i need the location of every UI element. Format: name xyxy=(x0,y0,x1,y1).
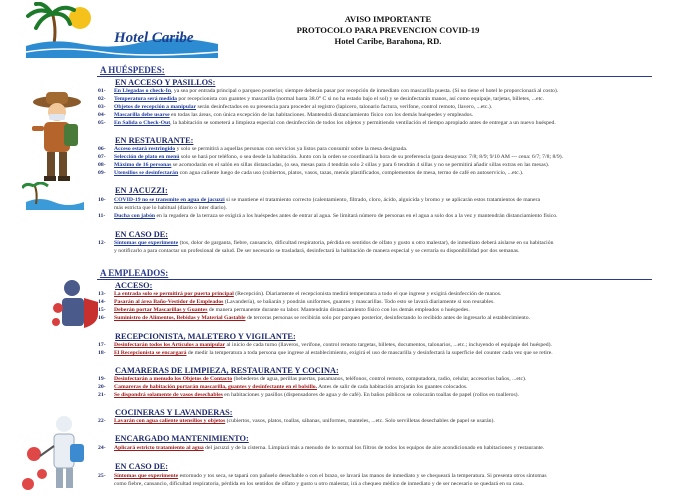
section-guests-title: A HUÉSPEDES: xyxy=(100,65,165,75)
list-item: 20- Camareras de habitación portarán mascarilla, guantes y desinfectante en el bolsillo. Antes de salir de cada habitación arrojarán los guantes colocados. xyxy=(98,384,468,390)
list-item: 08- Máximo de 16 personas se acomodarán en el salón en sillas distanciadas, (o sea, mesas para 4 tendrán solo 2 sillas y para 6 tendrán 4 sillas y no se permitirá añadir sillas extras en las mesas). xyxy=(98,162,550,168)
list-item: 11- Ducha con jabón en la regadera de la terraza se exigirá a los huéspedes antes de entrar al agua. Se limitará número de personas en el agua a solo dos a la vez y mantendrán distanciamiento físico. xyxy=(98,213,558,219)
list-item: 09- Utensilios se desinfectarán con agua caliente luego de cada uso (cubiertos, platos, vasos, tazas, menús plastificados, complementos de mesa, termo de café en autoservicio, ...etc.). xyxy=(98,170,524,176)
guests-restaurant-title: EN RESTAURANTE: xyxy=(115,136,194,145)
list-item: 25- Síntomas que experimente estornudo y tos seca, se tapará con pañuelo desechable o con el brazo, se lavará las manos de inmediato y se chequeará la temperatura. Si presenta otros síntomas xyxy=(98,473,547,479)
hotel-logo xyxy=(22,2,222,62)
header-title: AVISO IMPORTANTE xyxy=(344,14,432,24)
employees-kitchen-title: COCINERAS Y LAVANDERAS: xyxy=(115,408,233,417)
list-item-continued: y notificarlo a para contactar un profesional de salud. De ser necesario se trasladará, desinfectará la habitación de manera especial y se cerraría su disponibilidad por dos semanas. xyxy=(114,248,520,254)
explorer-with-mask-icon xyxy=(18,88,96,188)
list-item: 05- En Salida o Check-Out, la habitación se someterá a limpieza especial con desinfección de todos los objetos y permitiendo ventilación el tiempo apropiado antes de entregar a un nuevo huésped. xyxy=(98,120,556,126)
divider xyxy=(97,279,652,280)
list-item: 18- El Recepcionista se encargará de medir la temperatura a toda persona que ingrese al establecimiento, exigirá el uso de mascarilla y desinfectará la superficie del counter cada vez que se retire. xyxy=(98,350,553,356)
employees-access-title: ACCESO: xyxy=(115,281,153,290)
list-item: 02- Temperatura será medida por recepcionista con guantes y mascarilla (normal hasta 38.0° C si no ha estado bajo el sol) y se desinfectarán manos, así como equipaje, tarjetas, billetes, ...etc. xyxy=(98,96,545,102)
list-item: 14- Pasarán al área Baño-Vestidor de Empleados (Lavandería), se bañarán y pondrán uniformes, guantes y mascarillas. Todo esto se lavará diariamente si son reusables. xyxy=(98,299,495,305)
sanitizing-worker-icon xyxy=(20,404,90,496)
page-header xyxy=(258,14,518,47)
list-item: 07- Selección de plato en menú solo se hará por teléfono, o sea desde la habitación. Junto con la orden se coordinará la hora de su preferencia (para desayuno: 7/8; 8/9; 9/10 AM --- cena: 6/7; 7/8; 8/9). xyxy=(98,154,564,160)
divider xyxy=(97,76,652,77)
guests-access-title: EN ACCESO Y PASILLOS: xyxy=(115,78,216,87)
logo-text: Hotel Caribe xyxy=(114,30,194,46)
list-item-continued: más estricta que lo habitual (diario o inter diario). xyxy=(114,205,227,211)
list-item: 24- Aplicará estricto tratamiento al agua del jacuzzi y de la cisterna. Limpiará más a menudo de lo normal los filtros de todos los equipos de aire acondicionado en habitaciones y restaurante. xyxy=(98,445,545,451)
guests-jacuzzi-title: EN JACUZZI: xyxy=(115,186,168,195)
list-item: 10- COVID-19 no se transmite en agua de jacuzzi si se mantiene el tratamiento correcto (calentamiento, filtrado, cloro, ácido, alguicida y bromo y se aplicarán estos tratamientos de manera xyxy=(98,197,540,203)
guests-case-title: EN CASO DE: xyxy=(115,230,169,239)
header-subtitle: PROTOCOLO PARA PREVENCION COVID-19 xyxy=(296,25,480,35)
employees-reception-title: RECEPCIONISTA, MALETERO Y VIGILANTE: xyxy=(115,332,296,341)
list-item: 13- La entrada solo se permitirá por puerta principal (Recepción). Diariamente el recepcionista medirá temperatura a todo el que ingrese y exigirá desinfección de manos. xyxy=(98,291,502,297)
section-employees-title: A EMPLEADOS: xyxy=(100,268,169,278)
list-item: 04- Mascarilla debe usarse en todas las áreas, con única excepción de las habitaciones. Mantendrá distanciamiento físico con los demás huéspedes y empleados. xyxy=(98,112,474,118)
list-item: 22- Lavarán con agua caliente utensilios y objetos (cubiertos, vasos, platos, toallas, sábanas, uniformes, manteles, ...etc. Solo servilletas desechables de papel se usarán). xyxy=(98,418,495,424)
list-item: 17- Desinfectarán todos los Artículos a manipular al inicio de cada turno (llaveros, verifone, control remoto targetas, billetes, documentos, talonarios, ...etc.; incluyendo el equipaje del huésped). xyxy=(98,342,552,348)
list-item: 03- Objetos de recepción a manipular serán desinfectados en su presencia para proceder al registro (lapicero, talonario factura, verifone, control remoto, llavero, ...etc.). xyxy=(98,104,493,110)
beach-scene-icon xyxy=(22,182,88,212)
worker-with-shield-icon xyxy=(50,278,102,336)
palm-beach-logo-icon xyxy=(22,2,222,62)
list-item: 12- Síntomas que experimente (tos, dolor de garganta, fiebre, cansancio, dificultad respiratoria, pérdida en sentidos de olfato y gusto u otro malestar), de inmediato deberá aislarse en su habitación xyxy=(98,240,554,246)
employees-maintenance-title: ENCARGADO MANTENIMIENTO: xyxy=(115,434,249,443)
employees-case-title: EN CASO DE: xyxy=(115,462,169,471)
list-item: 06- Acceso estará restringido y solo se permitirá a aquellas personas con servicios ya listos para consumir sobre la mesa designada. xyxy=(98,146,408,152)
employees-cleaning-title: CAMARERAS DE LIMPIEZA, RESTAURANTE Y COCINA: xyxy=(115,366,339,375)
list-item: 01- En Llegadas o check-In, ya sea por entrada principal o parqueo posterior, siempre deberán pasar por recepción de inmediato con mascarilla puesta. (Si no tiene el hotel le proporcionará al costo). xyxy=(98,88,559,94)
list-item: 16- Suministro de Alimentos, Bebidas y Material Gastable de terceras personas se recibirán solo por parqueo posterior, desinfectando lo recibido antes de ingresarlo al establecimiento. xyxy=(98,315,531,321)
header-location: Hotel Caribe, Barahona, RD. xyxy=(334,36,442,46)
list-item-continued: como fiebre, cansancio, dificultad respiratoria, pérdida en los sentidos de olfato y gusto u otro malestar, irá a chequeo médico de inmediato y de ser necesario se quedará en su casa. xyxy=(114,481,524,487)
list-item: 19- Desinfectarán a menudo los Objetos de Contacto (bebederos de agua, perillas puertas, pasamanos, teléfonos, control remoto, computadora, radio, celular, accesorios baños, ...etc). xyxy=(98,376,527,382)
list-item: 21- Se dispondrá solamente de vasos desechables en habitaciones y pasillos (dispensadores de agua y de café). En baños públicos se colocarán toallas de papel (rollos en toalleros). xyxy=(98,392,519,398)
list-item: 15- Deberán portar Mascarillas y Guantes de manera permanente durante su labor. Mantendrán distanciamiento físico con los demás empleados o huéspedes. xyxy=(98,307,470,313)
